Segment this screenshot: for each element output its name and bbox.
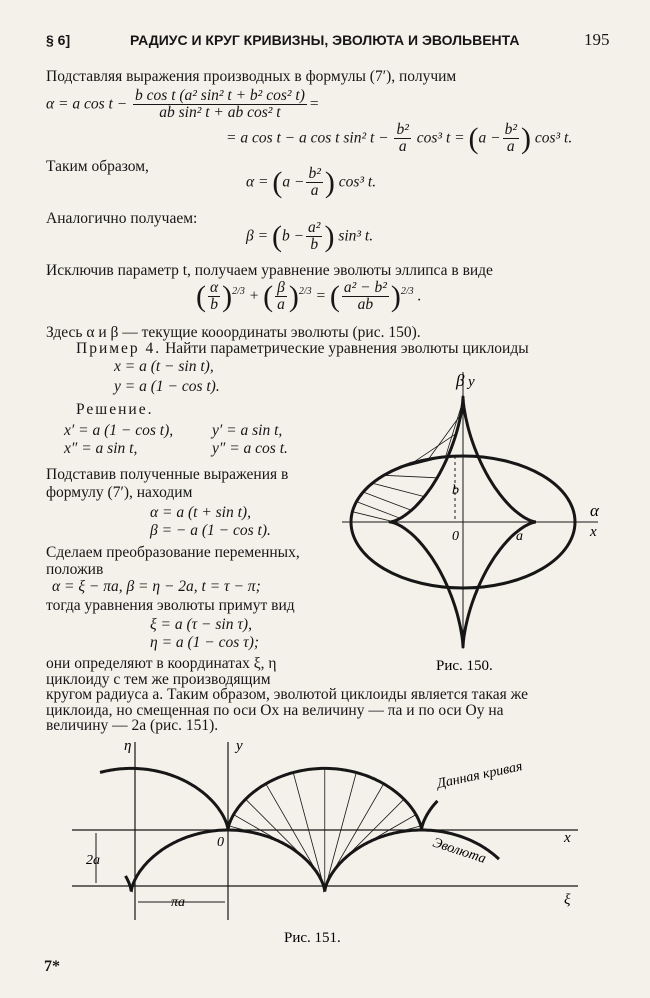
fig151-evolute-label: Эволюта [430, 835, 488, 867]
example-text: Найти параметрические уравнения эволюты циклоиды [165, 340, 529, 357]
fig150-origin-label: 0 [452, 529, 459, 544]
equation-alpha-2: = a cos t − a cos t sin² t − $\frac{\text{b²}}{a}$ cos³ t = (a − $\frac{\text{b²}}{a}$ ) cos³ t. [226, 121, 573, 156]
eq-alpha-lhs: α = [246, 173, 269, 191]
solution-label: Решение. [76, 401, 154, 418]
cycloid-y: y = a (1 − cos t). [114, 378, 220, 395]
paragraph-3: Аналогично получаем: [46, 210, 198, 227]
paragraph-8: тогда уравнения эволюты примут вид [46, 597, 295, 614]
equation-alpha-1: α = a cos t − $\frac{\text{b cos t (a² sin² t + b² cos² t)}}{\text{ab sin² t + ab cos² t}}$ = [46, 87, 320, 122]
eq-denominator: ab sin² t + ab cos² t [159, 104, 281, 122]
section-marker: § 6] [46, 32, 71, 48]
paragraph-6a: Подставив полученные выражения в [46, 466, 289, 483]
fig151-eta-label: η [124, 738, 132, 754]
fig150-beta-label: β [456, 371, 465, 390]
evolute-beta: β = − a (1 − cos t). [150, 522, 271, 539]
paragraph-10a: кругом радиуса a. Таким образом, эволютой циклоиды является такая же [46, 686, 529, 703]
eq-numerator: b cos t (a² sin² t + b² cos² t) [135, 87, 305, 104]
example-label: Пример 4. [76, 340, 162, 357]
paragraph-1: Подставляя выражения производных в формулы (7′), получим [46, 68, 457, 85]
paragraph-5: Здесь α и β — текущие кооординаты эволюты (рис. 150). [46, 324, 421, 341]
footer-mark: 7* [44, 958, 60, 975]
paragraph-6b: формулу (7′), находим [46, 484, 193, 501]
eq-beta-lhs: β = [246, 227, 269, 245]
paragraph-10c: величину — 2a (рис. 151). [46, 717, 219, 734]
substitution: α = ξ − πa, β = η − 2a, t = τ − π; [52, 578, 261, 595]
equation-evolute-ellipse: ( $\frac{\alpha}{b}$ )$^{2/3}$ + ( $\frac{\beta}{a}$ )$^{2/3}$ = ( $\frac{\text{a² − b²}}{ab}$ )$^{2/3}$ . [196, 279, 422, 314]
equation-beta-final: β = (b − $\frac{\text{a²}}{b}$ ) sin³ t. [246, 219, 374, 254]
deriv-x2: x″ = a sin t, [64, 440, 138, 457]
evolute-alpha: α = a (t + sin t), [150, 504, 251, 521]
fig151-given-curve-label: Данная кривая [435, 759, 524, 792]
evolute-eta: η = a (1 − cos τ); [150, 634, 260, 651]
fig150-normal-line [372, 483, 424, 496]
paragraph-4: Исключив параметр t, получаем уравнение эволюты эллипса в виде [46, 262, 493, 279]
fig150-b-label: b [452, 483, 459, 498]
fig150-normal-line [397, 456, 448, 469]
deriv-y1: y′ = a sin t, [212, 422, 283, 439]
equation-alpha-final: α = (a − $\frac{\text{b²}}{a}$ ) cos³ t. [246, 165, 377, 200]
fig150-x-label: x [590, 524, 597, 540]
fig151-2a-label: 2a [86, 853, 100, 868]
eq-lhs: α = a cos t − [46, 95, 128, 113]
fig151-origin-label: 0 [217, 835, 224, 850]
page-number: 195 [584, 30, 610, 49]
fig150-caption: Рис. 150. [436, 658, 493, 674]
deriv-y2: y″ = a cos t. [212, 440, 288, 457]
fig151-caption: Рис. 151. [284, 930, 341, 946]
fig150-normal-line [445, 402, 462, 457]
paragraph-9a: они определяют в координатах ξ, η [46, 655, 277, 672]
paragraph-10b: циклоида, но смещенная по оси Ox на величину — πa и по оси Oy на [46, 702, 504, 719]
cycloid-x: x = a (t − sin t), [114, 358, 214, 375]
deriv-x1: x′ = a (1 − cos t), [64, 422, 174, 439]
fig150-normal-line [356, 502, 400, 519]
paragraph-7a: Сделаем преобразование переменных, [46, 544, 300, 561]
fig151-xi-label: ξ [564, 892, 571, 908]
fig151-x-label: x [564, 830, 571, 846]
eq-continuation: = a cos t − a cos t sin² t − [226, 129, 389, 147]
fig150-alpha-label: α [590, 501, 599, 520]
paragraph-2: Таким образом, [46, 158, 149, 175]
fig150-normal-line [363, 492, 411, 510]
fig150-a-label: a [516, 529, 523, 544]
fig151-pia-label: πa [171, 895, 186, 910]
paragraph-7b: положив [46, 561, 104, 578]
fig151-y-label: y [236, 738, 243, 754]
fig150-normal-line [384, 475, 437, 477]
fig150-y-label: y [468, 374, 475, 390]
running-title: РАДИУС И КРУГ КРИВИЗНЫ, ЭВОЛЮТА И ЭВОЛЬВЕНТА [130, 32, 520, 48]
paragraph-9b: циклоиду с тем же производящим [46, 671, 271, 688]
fig151-given-curve [100, 768, 438, 830]
evolute-xi: ξ = a (τ − sin τ), [150, 616, 252, 633]
